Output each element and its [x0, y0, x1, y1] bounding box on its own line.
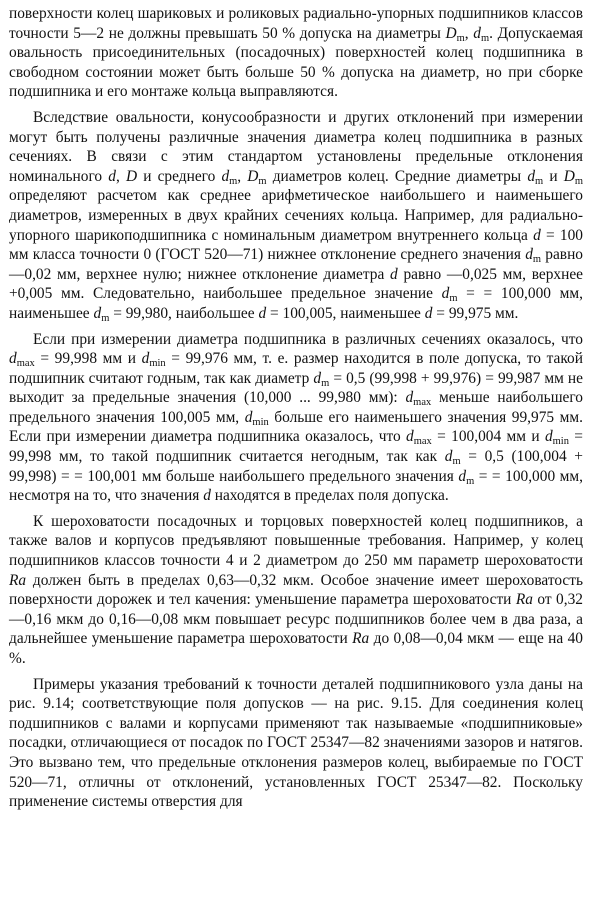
math-variable: D	[563, 167, 575, 185]
math-variable: d	[473, 24, 481, 42]
text-run: = = 100,000 мм, несмотря на то, что значения	[9, 467, 583, 505]
paragraph-measurement-example	[9, 330, 583, 506]
math-subscript: min	[149, 358, 166, 370]
math-variable: d	[424, 304, 433, 322]
math-subscript: m	[101, 313, 110, 325]
math-variable: d	[9, 350, 17, 368]
math-variable: d	[405, 389, 414, 407]
text-run: Вследствие овальности, конусообразности и других отклонений при измерении могут быть получены различные значения диаметра колец подшипника в разных сечениях. В связи с этим стандартом установлены предельные отклонения номинального	[9, 108, 583, 185]
math-variable: d	[544, 428, 553, 446]
math-variable: d	[221, 167, 230, 185]
math-subscript: max	[413, 397, 432, 409]
math-subscript: m	[449, 293, 458, 305]
math-variable: d	[458, 467, 467, 485]
text-run: Если при измерении диаметра подшипника в различных сечениях оказалось, что	[33, 330, 583, 348]
math-subscript: m	[466, 475, 475, 487]
text-run: . Допускаемая овальность присоединительных (посадочных) поверхностей колец подшипника в свободном состоянии может быть больше 50 % допуска на диаметр, но при сборке подшипника и его монтаже кольца выправляются.	[9, 24, 583, 101]
math-subscript: m	[574, 175, 583, 187]
math-variable: d	[441, 285, 450, 303]
text-run: равно —0,025 мм, верхнее +0,005 мм. Следовательно, наибольшее предельное значение	[9, 265, 583, 303]
math-variable: d	[390, 265, 398, 283]
math-variable: d	[244, 408, 253, 426]
text-run: = 99,998 мм и	[34, 350, 142, 368]
math-variable: Ra	[515, 591, 533, 609]
text-run: = 99,976 мм, т. е. размер находится в поле допуска, то такой подшипник считают годным, так как диаметр	[9, 350, 583, 387]
text-run: = 100 мм класса точности 0 (ГОСТ 520—71) нижнее отклонение среднего значения	[9, 226, 583, 264]
text-run: = 100,005, наименьшее	[266, 304, 425, 322]
math-subscript: m	[229, 175, 238, 187]
text-run: до 0,08—0,04 мкм — еще на 40 %.	[9, 630, 583, 667]
text-run: Примеры указания требований к точности деталей подшипникового узла даны на рис. 9.14; соответствующие поля допусков — на рис. 9.15. Для соединения колец подшипников с валами и корпусами применяют так называемые «подшипниковые» посадки, отличающиеся от посадок по ГОСТ 25347—82 значениями зазоров и натягов. Это вызвано тем, что предельные отклонения размеров колец, выбираемые по ГОСТ 520—71, отличны от отклонений, установленных ГОСТ 25347—82. Поскольку применение системы отверстия для	[9, 675, 583, 811]
math-subscript: m	[535, 175, 544, 187]
text-run: поверхности колец шариковых и роликовых радиально-упорных подшипников классов точности 5—2 не должны превышать 50 % допуска на диаметры	[9, 5, 583, 42]
math-subscript: max	[16, 358, 35, 370]
math-variable: d	[93, 304, 102, 322]
math-subscript: m	[258, 175, 267, 187]
text-run: определяют расчетом как среднее арифметическое наибольшего и наименьшего диаметров, измеренных в двух крайних сечениях кольца. Например, для радиально-упорного шарикоподшипника с номинальным диаметром внутреннего кольца	[9, 187, 583, 244]
paragraph-bearing-fits	[9, 675, 583, 812]
text-run: от 0,32—0,16 мкм до 0,16—0,08 мкм повышает ресурс подшипников более чем в два раза, а дальнейшее уменьшение параметра шероховатости	[9, 591, 583, 648]
paragraph-ovality-tolerance	[9, 4, 583, 102]
math-subscript: m	[480, 32, 490, 44]
text-run: = 99,975 мм.	[432, 304, 519, 322]
math-variable: d	[203, 487, 211, 505]
math-subscript: m	[452, 456, 461, 468]
math-variable: D	[445, 24, 457, 42]
text-run: = = 100,000 мм, наименьшее	[9, 285, 583, 322]
paragraph-diameter-deviations	[9, 108, 583, 324]
math-variable: d	[444, 448, 453, 466]
math-variable: d	[108, 167, 116, 185]
text-run: и	[543, 167, 564, 185]
paragraph-surface-roughness	[9, 512, 583, 669]
text-run: меньше наибольшего предельного значения 100,005 мм,	[9, 389, 583, 426]
text-run: = 0,5 (100,004 + 99,998) = = 100,001 мм больше наибольшего предельного значения	[9, 448, 583, 485]
text-run: ,	[237, 167, 248, 185]
math-variable: d	[406, 428, 414, 446]
math-variable: d	[313, 369, 322, 387]
text-run: = 99,998 мм, то такой подшипник считается негодным, так как	[9, 428, 583, 466]
text-run: = 99,980, наибольшее	[109, 304, 259, 322]
text-run: = 100,004 мм и	[431, 428, 545, 446]
text-run: должен быть в пределах 0,63—0,32 мкм. Особое значение имеет шероховатость поверхности дорожек и тел качения: уменьшение параметра шероховатости	[9, 571, 583, 609]
math-variable: D	[247, 167, 259, 185]
text-run: ,	[464, 24, 474, 42]
text-run: К шероховатости посадочных и торцовых поверхностей колец подшипников, а также валов и корпусов предъявляют повышенные требования. Например, у колец подшипников классов точности 4 и 2 диаметром до 250 мм параметр шероховатости	[9, 512, 583, 570]
text-run: и среднего	[137, 167, 222, 185]
text-run: находятся в пределах поля допуска.	[210, 487, 449, 505]
math-variable: D	[125, 167, 138, 185]
text-run: равно —0,02 мм, верхнее нулю; нижнее отклонение диаметра	[9, 246, 584, 283]
math-variable: d	[533, 226, 541, 244]
text-run: = 0,5 (99,998 + 99,976) = 99,987 мм не выходит за предельные значения (10,000 ... 99,980 мм):	[9, 369, 583, 407]
math-subscript: min	[552, 436, 569, 448]
math-variable: d	[527, 167, 536, 185]
math-variable: d	[141, 350, 150, 368]
math-subscript: max	[413, 436, 432, 448]
text-run: диаметров колец. Средние диаметры	[266, 167, 528, 185]
text-run: ,	[115, 167, 126, 185]
math-subscript: m	[321, 377, 330, 389]
math-subscript: min	[252, 417, 269, 429]
math-variable: d	[258, 304, 267, 322]
text-run: больше его наименьшего значения 99,975 мм. Если при измерении диаметра подшипника оказалось, что	[9, 408, 583, 446]
math-subscript: m	[456, 32, 465, 44]
math-variable: Ra	[9, 571, 27, 589]
math-subscript: m	[532, 254, 542, 266]
math-variable: Ra	[352, 630, 370, 648]
math-variable: d	[525, 246, 533, 264]
